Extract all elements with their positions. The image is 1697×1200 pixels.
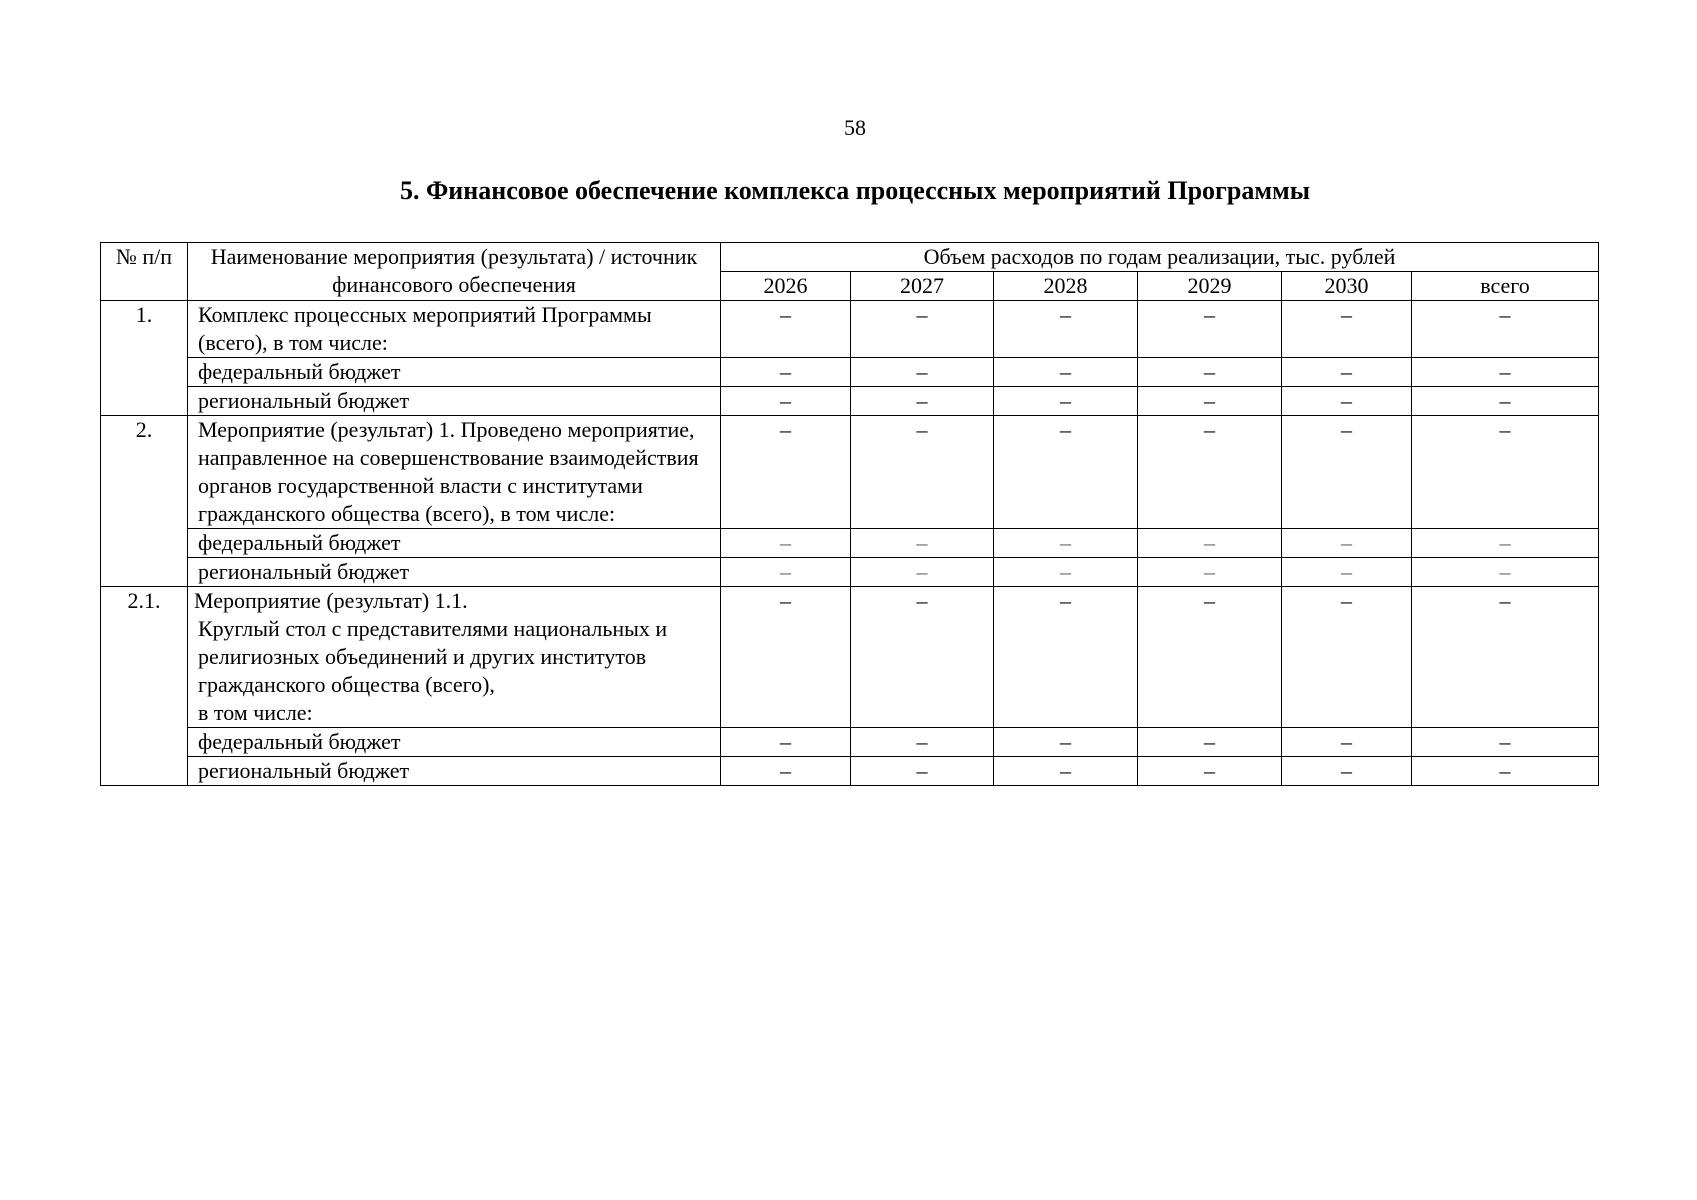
table-row: [101, 416, 1599, 529]
value-cell: –: [851, 558, 994, 587]
value-cell: –: [851, 757, 994, 786]
value-cell: –: [851, 358, 994, 387]
finance-table: [100, 242, 1599, 786]
value-cell: –: [994, 358, 1138, 387]
header-volume: Объем расходов по годам реализации, тыс. рублей: [721, 243, 1599, 272]
value-cell: –: [1282, 358, 1412, 387]
value-cell: –: [994, 728, 1138, 757]
row-name: региональный бюджет: [188, 757, 721, 786]
row-name-line: Круглый стол с представителями национальных и религиозных объединений и других институтов гражданского общества (всего),: [198, 616, 668, 697]
value-cell: –: [851, 387, 994, 416]
table-row: [101, 558, 1599, 587]
table-header-row: [101, 243, 1599, 272]
value-cell: –: [1412, 387, 1599, 416]
value-cell: –: [721, 757, 851, 786]
header-year: 2030: [1282, 272, 1412, 301]
value-cell: –: [1138, 416, 1282, 529]
section-title: 5. Финансовое обеспечение комплекса процессных мероприятий Программы: [399, 176, 1311, 205]
value-cell: –: [1282, 529, 1412, 558]
value-cell: –: [721, 358, 851, 387]
value-cell: –: [1282, 301, 1412, 358]
row-name: федеральный бюджет: [188, 529, 721, 558]
value-cell: –: [1282, 757, 1412, 786]
row-number: 2.: [101, 416, 188, 587]
row-name: федеральный бюджет: [188, 728, 721, 757]
table-row: [101, 358, 1599, 387]
row-name: Комплекс процессных мероприятий Программы (всего), в том числе:: [188, 301, 721, 358]
row-name: Мероприятие (результат) 1. Проведено мероприятие, направленное на совершенствование взаимодействия органов государственной власти с институтами гражданского общества (всего), в том числе:: [188, 416, 721, 529]
value-cell: –: [1138, 728, 1282, 757]
page-number: 58: [844, 115, 866, 140]
value-cell: –: [851, 728, 994, 757]
value-cell: –: [1282, 558, 1412, 587]
value-cell: –: [1138, 387, 1282, 416]
value-cell: –: [1412, 757, 1599, 786]
value-cell: –: [1412, 416, 1599, 529]
row-name: федеральный бюджет: [188, 358, 721, 387]
value-cell: –: [994, 387, 1138, 416]
value-cell: –: [851, 587, 994, 728]
header-year: 2027: [851, 272, 994, 301]
value-cell: –: [851, 301, 994, 358]
value-cell: –: [1138, 757, 1282, 786]
header-year: 2026: [721, 272, 851, 301]
value-cell: –: [1412, 558, 1599, 587]
table-row: [101, 529, 1599, 558]
row-name-line: Мероприятие (результат) 1.1.: [194, 588, 468, 613]
value-cell: –: [721, 529, 851, 558]
row-name-line: в том числе:: [198, 700, 313, 725]
value-cell: –: [851, 529, 994, 558]
value-cell: –: [1412, 587, 1599, 728]
header-num: № п/п: [101, 243, 188, 301]
value-cell: –: [994, 301, 1138, 358]
row-name: региональный бюджет: [188, 387, 721, 416]
value-cell: –: [1138, 301, 1282, 358]
value-cell: –: [721, 416, 851, 529]
value-cell: –: [1282, 728, 1412, 757]
row-number: 2.1.: [101, 587, 188, 786]
value-cell: –: [1412, 529, 1599, 558]
value-cell: –: [721, 558, 851, 587]
value-cell: –: [1138, 558, 1282, 587]
value-cell: –: [1138, 529, 1282, 558]
value-cell: –: [1138, 358, 1282, 387]
header-year: 2029: [1138, 272, 1282, 301]
value-cell: –: [721, 587, 851, 728]
value-cell: –: [994, 757, 1138, 786]
value-cell: –: [1412, 358, 1599, 387]
header-total: всего: [1412, 272, 1599, 301]
value-cell: –: [721, 301, 851, 358]
header-name: Наименование мероприятия (результата) / источник финансового обеспечения: [188, 243, 721, 301]
table-row: [101, 301, 1599, 358]
value-cell: –: [851, 416, 994, 529]
header-year: 2028: [994, 272, 1138, 301]
value-cell: –: [1282, 387, 1412, 416]
value-cell: –: [1138, 587, 1282, 728]
table-row: [101, 757, 1599, 786]
value-cell: –: [994, 558, 1138, 587]
value-cell: –: [994, 587, 1138, 728]
table-row: [101, 587, 1599, 728]
value-cell: –: [994, 529, 1138, 558]
row-name: региональный бюджет: [188, 558, 721, 587]
row-number: 1.: [101, 301, 188, 416]
value-cell: –: [721, 728, 851, 757]
value-cell: –: [1282, 416, 1412, 529]
value-cell: –: [1282, 587, 1412, 728]
value-cell: –: [1412, 728, 1599, 757]
value-cell: –: [1412, 301, 1599, 358]
row-name: [188, 587, 721, 728]
table-row: [101, 387, 1599, 416]
value-cell: –: [721, 387, 851, 416]
value-cell: –: [994, 416, 1138, 529]
table-row: [101, 728, 1599, 757]
